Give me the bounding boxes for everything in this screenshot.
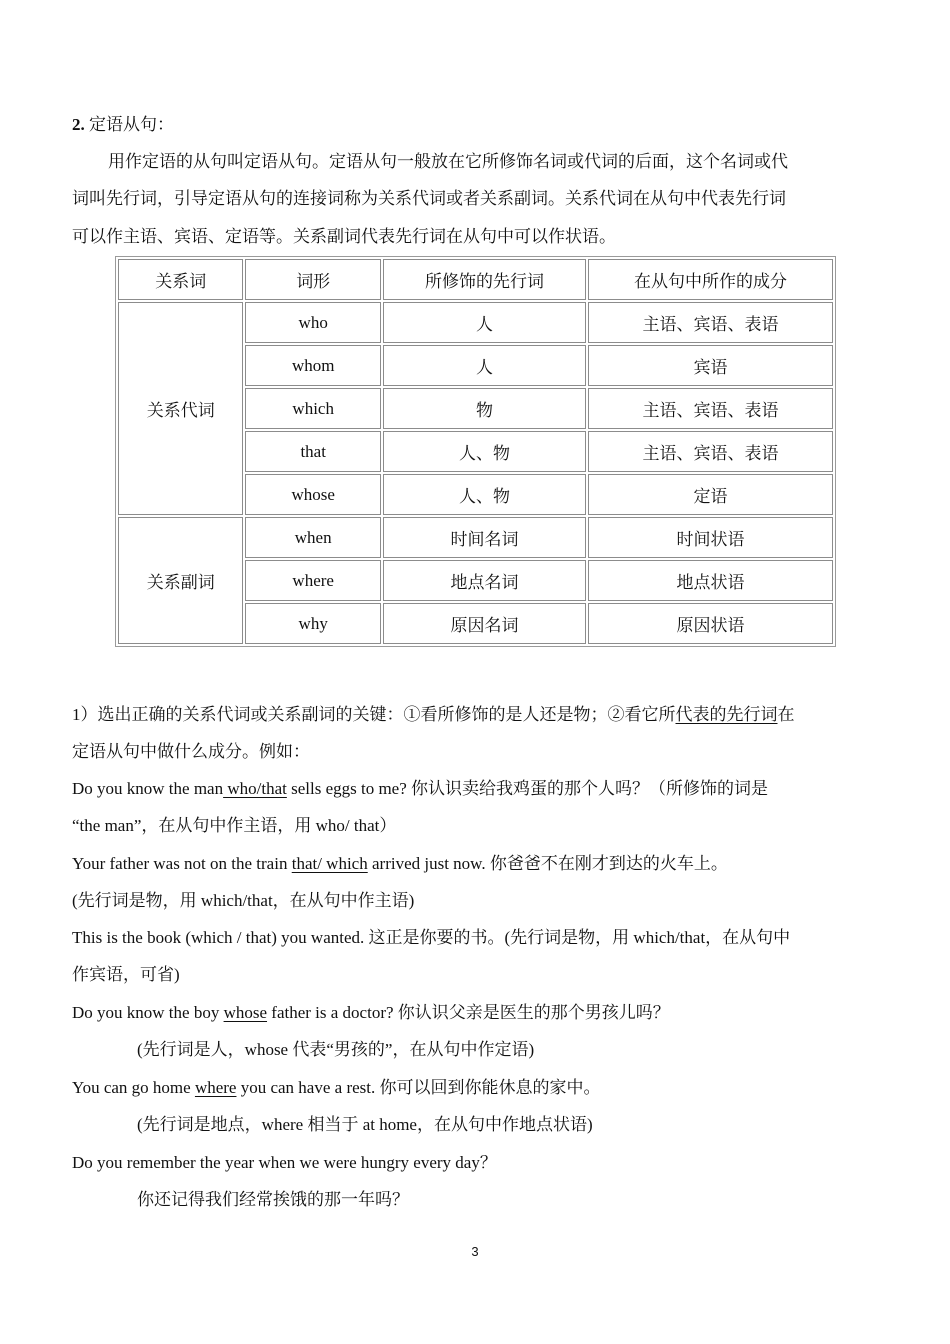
- example-text: sells eggs to me? 你认识卖给我鸡蛋的那个人吗？（所修饰的词是: [286, 779, 769, 798]
- table-cell: 人、物: [383, 474, 586, 515]
- table-cell: 时间状语: [588, 517, 833, 558]
- example-text: Do you know the boy: [72, 1003, 224, 1022]
- example-underlined: that/ which: [291, 854, 368, 873]
- table-cell: 人: [383, 302, 586, 343]
- example-text: you can have a rest. 你可以回到你能休息的家中。: [236, 1078, 601, 1097]
- table-cell: 地点状语: [588, 560, 833, 601]
- table-cell: 主语、宾语、表语: [588, 388, 833, 429]
- example-text: arrived just now. 你爸爸不在刚才到达的火车上。: [367, 854, 728, 873]
- header-cell: 在从句中所作的成分: [588, 259, 833, 300]
- rule-paragraph-line-2: 定语从句中做什么成分。例如：: [72, 742, 310, 761]
- table-cell: 地点名词: [383, 560, 586, 601]
- table-cell: whom: [245, 345, 381, 386]
- table-cell: why: [245, 603, 381, 644]
- table-cell: 人、物: [383, 431, 586, 472]
- header-cell: 关系词: [118, 259, 243, 300]
- example-6-translation: 你还记得我们经常挨饿的那一年吗？: [137, 1190, 409, 1209]
- table-cell: 人: [383, 345, 586, 386]
- example-text: You can go home: [72, 1078, 195, 1097]
- example-underlined: whose: [223, 1003, 268, 1022]
- table-cell: 宾语: [588, 345, 833, 386]
- intro-line-3: 可以作主语、宾语、定语等。关系副词代表先行词在从句中可以作状语。: [72, 227, 616, 246]
- table-cell: 主语、宾语、表语: [588, 431, 833, 472]
- table-header-row: [118, 259, 833, 300]
- table-cell: 原因状语: [588, 603, 833, 644]
- section-title: 定语从句：: [89, 115, 174, 134]
- table-cell: that: [245, 431, 381, 472]
- example-text: Do you know the man: [72, 779, 224, 798]
- header-cell: 词形: [245, 259, 381, 300]
- table-cell: whose: [245, 474, 381, 515]
- section-number: 2.: [72, 115, 85, 134]
- page-number: 3: [471, 1244, 479, 1259]
- group-cell-pronouns: 关系代词: [118, 302, 243, 515]
- example-text: Your father was not on the train: [72, 854, 292, 873]
- example-2: [72, 852, 728, 876]
- relative-words-table: [115, 256, 836, 647]
- example-2-note: (先行词是物，用 which/that，在从句中作主语): [72, 891, 415, 910]
- intro-line-1: 用作定语的从句叫定语从句。定语从句一般放在它所修饰名词或代词的后面，这个名词或代: [108, 152, 788, 171]
- example-underlined: who/that: [223, 779, 287, 798]
- example-underlined: where: [194, 1078, 237, 1097]
- table-cell: who: [245, 302, 381, 343]
- table-row: [118, 517, 833, 558]
- table-cell: 主语、宾语、表语: [588, 302, 833, 343]
- table-cell: 原因名词: [383, 603, 586, 644]
- example-5-note: (先行词是地点，where 相当于 at home，在从句中作地点状语): [137, 1115, 593, 1134]
- table-cell: where: [245, 560, 381, 601]
- example-4-note: (先行词是人，whose 代表“男孩的”，在从句中作定语): [137, 1040, 535, 1059]
- table-row: [118, 302, 833, 343]
- example-6: Do you remember the year when we were hungry every day？: [72, 1153, 497, 1172]
- example-3: This is the book (which / that) you wanted. 这正是你要的书。(先行词是物，用 which/that，在从句中: [72, 928, 791, 947]
- example-1: [72, 777, 768, 801]
- table-cell: 时间名词: [383, 517, 586, 558]
- group-cell-adverbs: 关系副词: [118, 517, 243, 644]
- example-3-note: 作宾语，可省): [72, 965, 180, 984]
- table-cell: 定语: [588, 474, 833, 515]
- table-cell: 物: [383, 388, 586, 429]
- example-4: [72, 1001, 670, 1025]
- section-heading: [72, 113, 174, 137]
- table-cell: which: [245, 388, 381, 429]
- table-cell: when: [245, 517, 381, 558]
- example-5: [72, 1076, 601, 1100]
- rule-text: 1）选出正确的关系代词或关系副词的关键：①看所修饰的是人还是物；②看它所: [72, 705, 676, 724]
- rule-paragraph-line-1: [72, 703, 795, 727]
- example-1-note: “the man”，在从句中作主语，用 who/ that）: [72, 816, 397, 835]
- intro-line-2: 词叫先行词，引导定语从句的连接词称为关系代词或者关系副词。关系代词在从句中代表先行词: [72, 189, 786, 208]
- header-cell: 所修饰的先行词: [383, 259, 586, 300]
- example-text: father is a doctor? 你认识父亲是医生的那个男孩儿吗？: [267, 1003, 670, 1022]
- rule-text-end: 在: [777, 705, 795, 724]
- rule-underlined: 代表的先行词: [675, 705, 778, 724]
